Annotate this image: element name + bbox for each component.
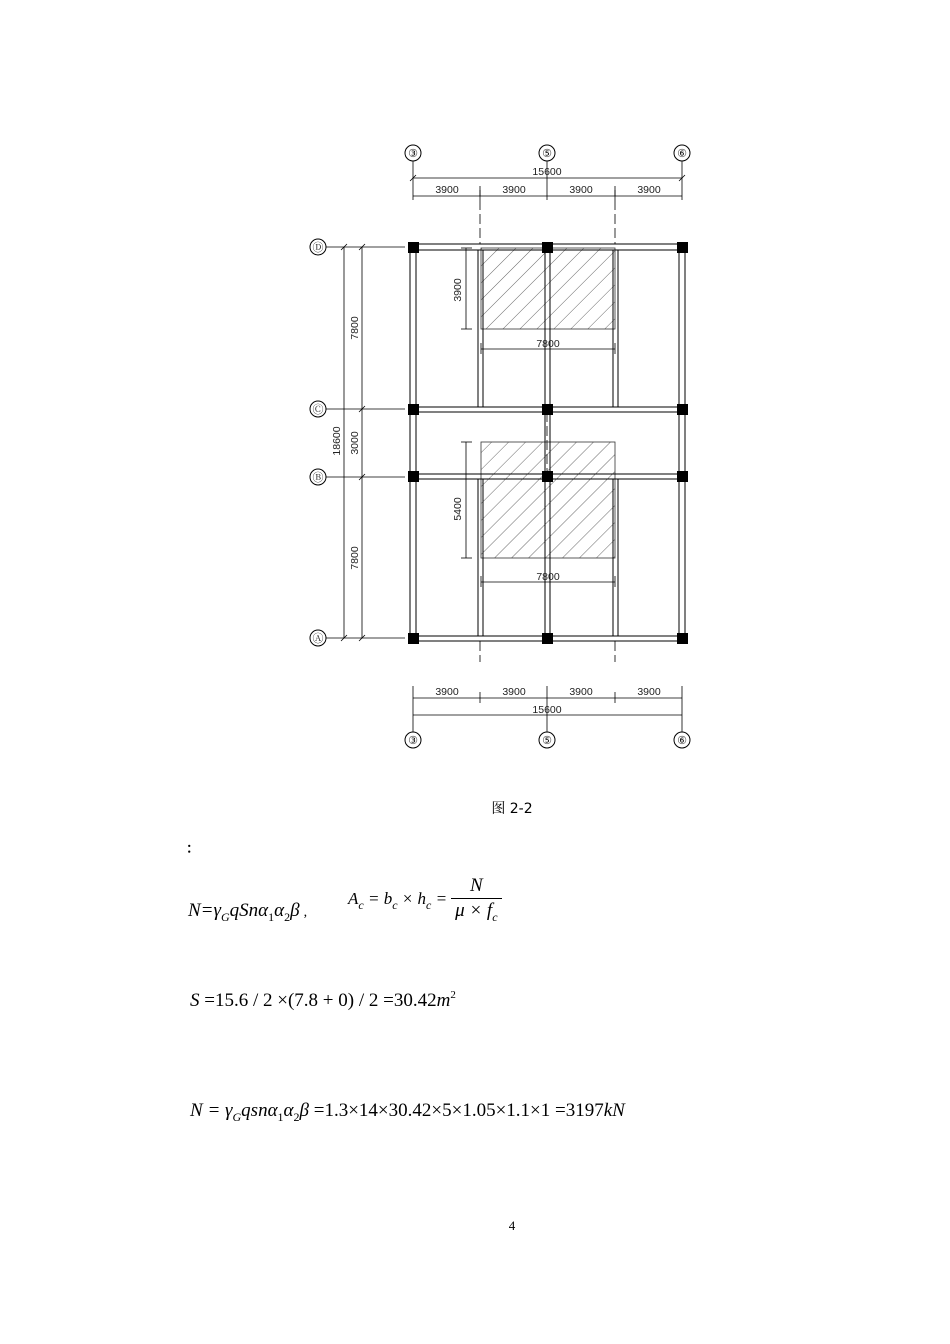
axis-label-b: Ⓑ xyxy=(312,472,324,484)
bottom-total-dim: 15600 xyxy=(532,704,562,716)
upper-tributary-area xyxy=(481,248,615,329)
axis-label-d: Ⓓ xyxy=(312,242,324,254)
lower-tributary-area xyxy=(481,442,615,558)
axis-label-top-5: ⑤ xyxy=(542,148,552,160)
left-dim-c-b: 3000 xyxy=(349,431,361,455)
bottom-bay-dim-1: 3900 xyxy=(435,686,459,698)
top-bay-dim-4: 3900 xyxy=(637,184,661,196)
axis-label-c: Ⓒ xyxy=(312,404,324,416)
left-dim-b-a: 7800 xyxy=(349,546,361,570)
axis-label-a: Ⓐ xyxy=(312,633,324,645)
intro-colon: ： xyxy=(186,841,200,857)
left-dim-d-c: 7800 xyxy=(349,316,361,340)
upper-area-height: 3900 xyxy=(452,278,464,302)
axis-label-top-6: ⑥ xyxy=(677,148,687,160)
top-total-dim: 15600 xyxy=(532,166,562,178)
figure-caption: 图 2-2 xyxy=(491,801,533,817)
tributary-area-formula: $S =15.6 / 2 \times(7.8 + 0) / 2 =30.42m^2$ xyxy=(190,989,456,1011)
left-total-dim: 18600 xyxy=(331,426,343,456)
bottom-bay-dim-4: 3900 xyxy=(637,686,661,698)
axis-label-top-3: ③ xyxy=(408,148,418,160)
lower-area-height: 5400 xyxy=(452,497,464,521)
top-bay-dim-3: 3900 xyxy=(569,184,593,196)
area-fraction: $\frac{N}{\mu \times f_c}$ xyxy=(451,874,501,924)
column-area-formula: $A_c = b_c \times h_c$ = $\frac{N}{\mu \times f_c}$ xyxy=(348,874,502,924)
bottom-bay-dim-3: 3900 xyxy=(569,686,593,698)
axis-label-bottom-6: ⑥ xyxy=(677,735,687,747)
axial-force-formula: $N=\gamma_GqSn\alpha_1\alpha_2\beta$ , xyxy=(188,900,308,924)
axis-label-bottom-3: ③ xyxy=(408,735,418,747)
axis-label-bottom-5: ⑤ xyxy=(542,735,552,747)
upper-area-width: 7800 xyxy=(536,338,560,350)
bottom-bay-dim-2: 3900 xyxy=(502,686,526,698)
axial-force-calculation: $N = \gamma_Gqsn\alpha_1\alpha_2\beta =1.3\times 14\times 30.42\times 5\times 1.05\times 1.1\times 1 =3197kN$ xyxy=(190,1100,625,1124)
lower-area-width: 7800 xyxy=(536,571,560,583)
top-bay-dim-2: 3900 xyxy=(502,184,526,196)
top-bay-dim-1: 3900 xyxy=(435,184,459,196)
page-number: 4 xyxy=(508,1218,516,1233)
